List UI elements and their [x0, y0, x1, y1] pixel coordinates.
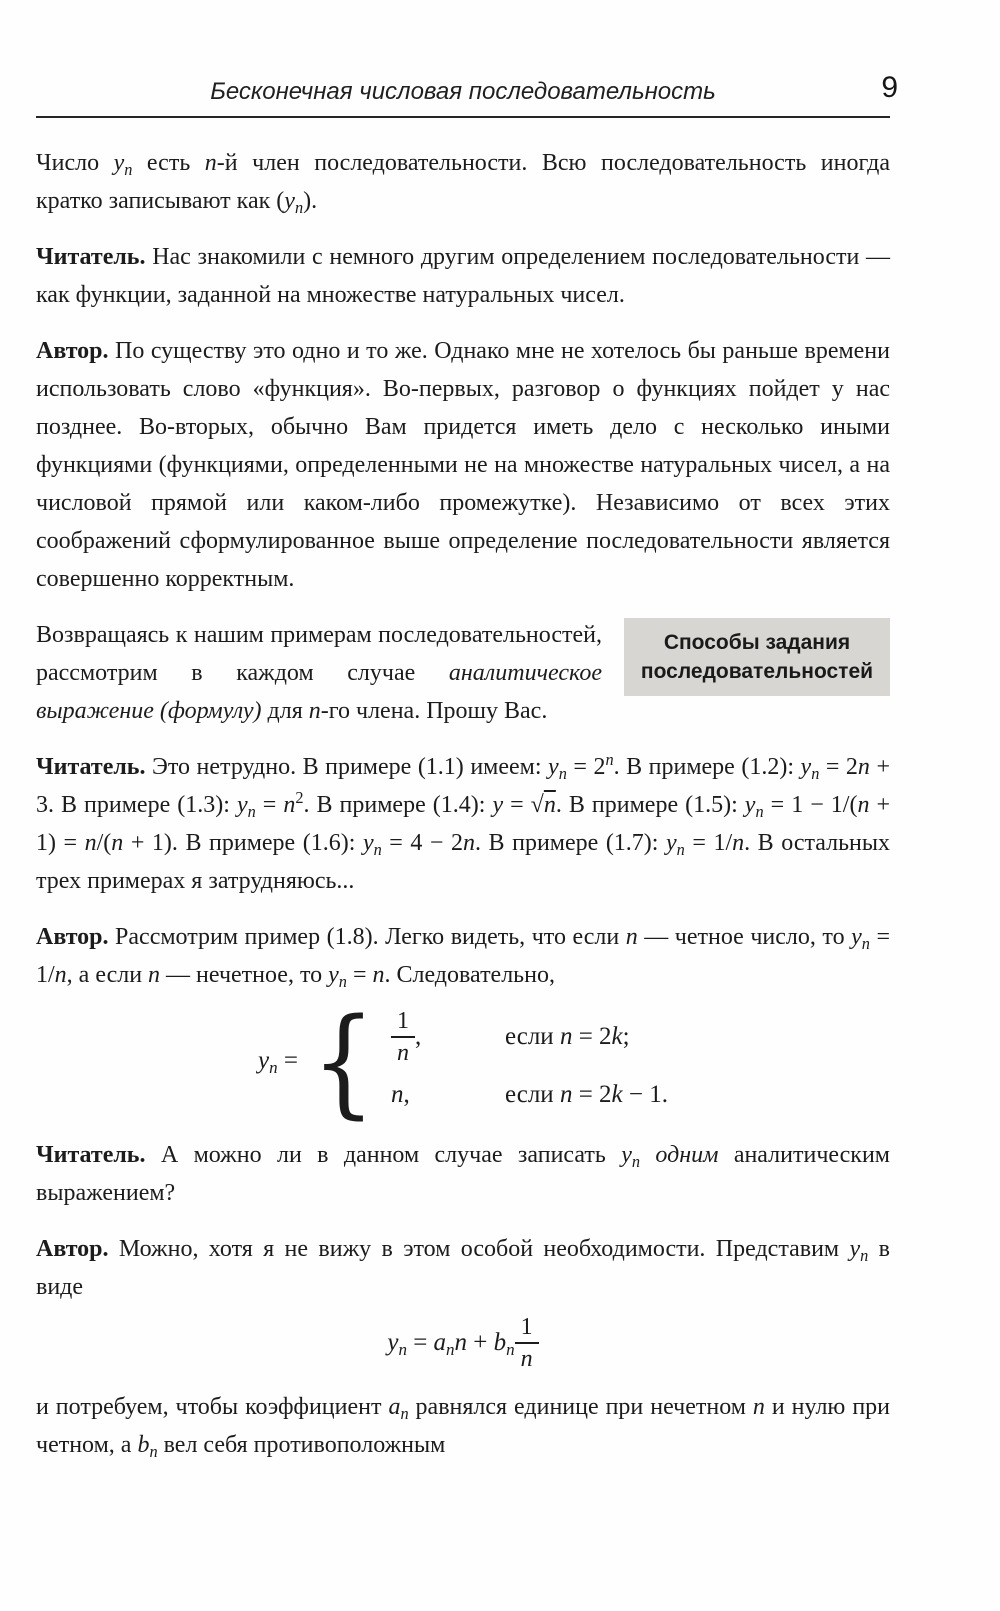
case-odd-condition: если n = 2k − 1. — [505, 1081, 669, 1108]
running-title: Бесконечная числовая последовательность — [210, 78, 716, 105]
formula-piecewise — [36, 992, 890, 1130]
margin-note-box — [624, 618, 890, 696]
fraction-1-over-n: $\frac{1}{n}$ — [391, 1008, 415, 1066]
paragraph-reader-2: Читатель. Это нетрудно. В примере (1.1) имеем: $y_n = 2^n$. В примере (1.2): $y_n = 2n + 3$. В примере (1.3): $y_n = n^2$. В примере (1.4): y = √n. В примере (1.5): $y_n = 1 - 1/(n + 1) = n/(n + 1)$. В примере (1.6): $y_n = 4 - 2n$. В примере (1.7): $y_n = 1/n$. В остальных трех примерах я затрудняюсь... — [36, 750, 891, 894]
paragraph-author-2: Автор. Рассмотрим пример (1.8). Легко видеть, что если n — четное число, то $y_n = 1/n$, а если n — нечетное, то $y_n = n$. Следовательно, — [36, 924, 891, 991]
paragraph-reader-1: Читатель. Нас знакомили с немного другим определением последовательности — как функции, заданной на множестве натуральных чисел. — [36, 244, 890, 308]
curly-brace: { — [311, 992, 376, 1130]
paragraph-author-3: Автор. Можно, хотя я не вижу в этом особой необходимости. Представим $y_n$ в виде — [36, 1236, 890, 1300]
case-row-odd — [391, 1076, 668, 1114]
margin-note-text: Способы задания последовательностей — [640, 631, 874, 683]
case-even-condition: если n = 2k; — [505, 1023, 630, 1050]
case-odd-value: n , — [391, 1081, 410, 1108]
comma: , — [415, 1023, 422, 1050]
page-header — [36, 71, 898, 112]
page-number: 9 — [881, 71, 898, 104]
paragraph-reader-3: Читатель. А можно ли в данном случае записать $y_n$ одним аналитическим выражением? — [36, 1142, 890, 1206]
formula-cases — [391, 1008, 668, 1114]
case-even-value — [391, 1008, 475, 1066]
paragraph-author-1: Автор. По существу это одно и то же. Однако мне не хотелось бы раньше времени использовать слово «функция». Во-первых, разговор о функциях пойдет у нас позднее. Во-вторых, обычно Вам придется иметь дело с несколько иными функциями (функциями, определенными не на множестве натуральных чисел, а на числовой прямой или каком-либо промежутке). Независимо от всех этих соображений сформулированное выше определение последовательности является совершенно корректным. — [36, 338, 890, 592]
paragraph-closing: и потребуем, чтобы коэффициент $a_n$ равнялся единице при нечетном n и нулю при четном, а $b_n$ вел себя противоположным — [36, 1394, 891, 1461]
paragraph-returning: Возвращаясь к нашим примерам последовательностей, рассмотрим в каждом случае аналитическое выражение (формулу) для n-го члена. Прошу Вас. — [36, 622, 602, 724]
formula-linear-lhs: $y_n = a_nn + b_n$ — [387, 1329, 515, 1359]
case-row-even — [391, 1008, 668, 1066]
fraction-1-over-n-2: $\frac{1}{n}$ — [515, 1314, 539, 1372]
formula-piecewise-lhs: $y_n$ = — [257, 1047, 298, 1077]
paragraph-with-margin-note — [36, 616, 890, 748]
formula-linear-combination — [36, 1314, 890, 1372]
header-rule — [36, 116, 890, 118]
paragraph-definition: Число $y_n$ есть n-й член последовательности. Всю последовательность иногда кратко записывают как $(y_n)$. — [36, 150, 890, 217]
